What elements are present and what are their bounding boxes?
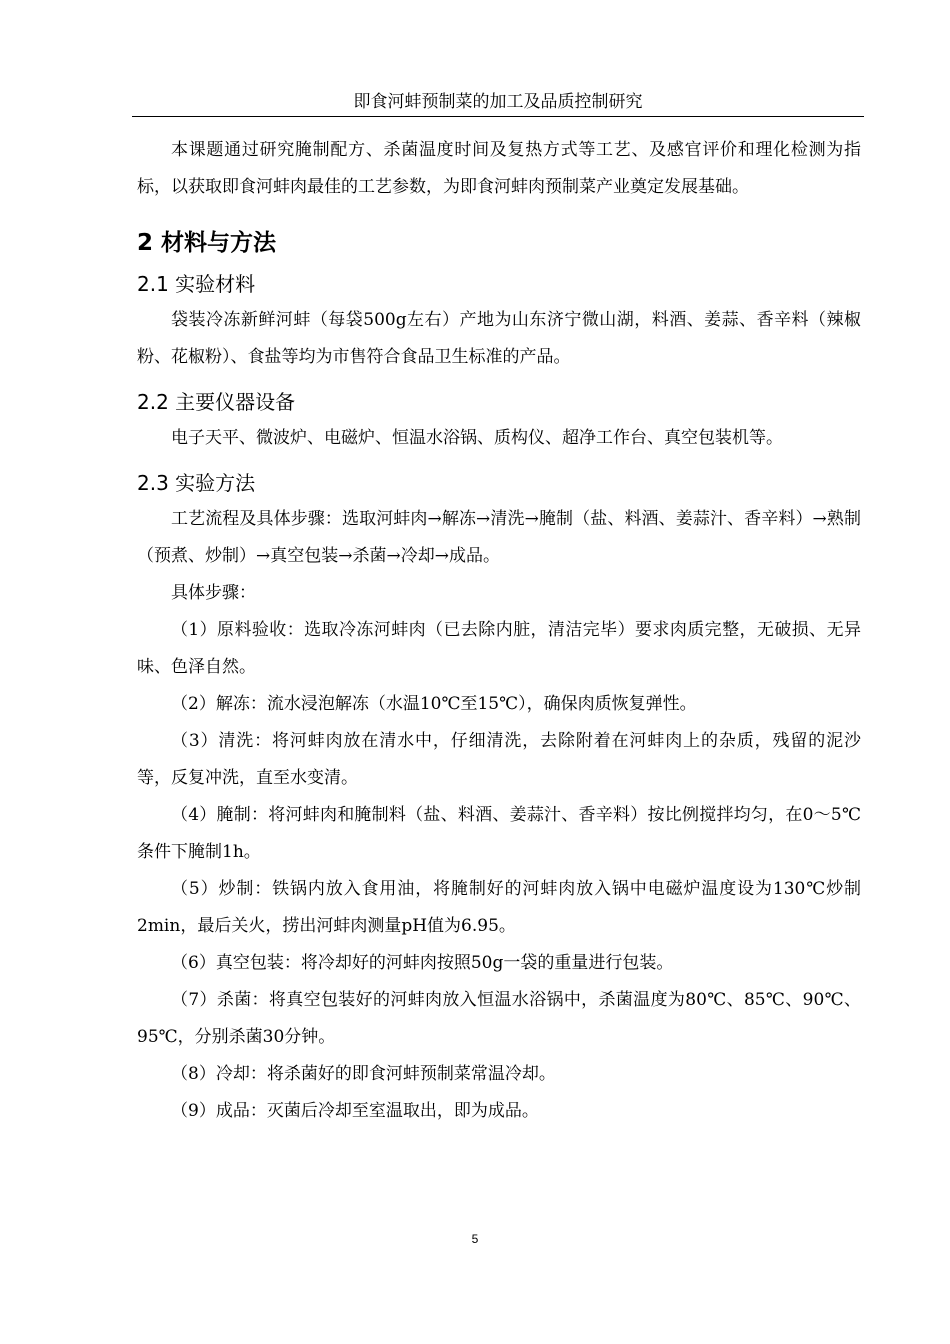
step-item: （3）清洗：将河蚌肉放在清水中，仔细清洗，去除附着在河蚌肉上的杂质，残留的泥沙等，反复冲洗，直至水变清。 xyxy=(137,731,861,788)
page-body xyxy=(137,132,861,1130)
intro-paragraph: 本课题通过研究腌制配方、杀菌温度时间及复热方式等工艺、及感官评价和理化检测为指标，以获取即食河蚌肉最佳的工艺参数，为即食河蚌肉预制菜产业奠定发展基础。 xyxy=(137,140,861,197)
subsection-heading-equipment: 2.2 主要仪器设备 xyxy=(137,390,296,414)
equipment-paragraph: 电子天平、微波炉、电磁炉、恒温水浴锅、质构仪、超净工作台、真空包装机等。 xyxy=(171,428,783,448)
process-flow-paragraph: 工艺流程及具体步骤：选取河蚌肉→解冻→清洗→腌制（盐、料酒、姜蒜汁、香辛料）→熟制（预煮、炒制）→真空包装→杀菌→冷却→成品。 xyxy=(137,509,861,566)
step-item: （1）原料验收：选取冷冻河蚌肉（已去除内脏，清洁完毕）要求肉质完整，无破损、无异味、色泽自然。 xyxy=(137,620,861,677)
running-header: 即食河蚌预制菜的加工及品质控制研究 xyxy=(132,88,864,117)
materials-paragraph: 袋装冷冻新鲜河蚌（每袋500g左右）产地为山东济宁微山湖，料酒、姜蒜、香辛料（辣椒粉、花椒粉）、食盐等均为市售符合食品卫生标准的产品。 xyxy=(137,310,861,367)
subsection-heading-materials: 2.1 实验材料 xyxy=(137,272,256,296)
step-item: （5）炒制：铁锅内放入食用油，将腌制好的河蚌肉放入锅中电磁炉温度设为130℃炒制2min，最后关火，捞出河蚌肉测量pH值为6.95。 xyxy=(137,879,861,936)
step-item: （8）冷却：将杀菌好的即食河蚌预制菜常温冷却。 xyxy=(171,1064,556,1084)
subsection-heading-methods: 2.3 实验方法 xyxy=(137,471,256,495)
page-number: 5 xyxy=(471,1232,479,1246)
step-item: （9）成品：灭菌后冷却至室温取出，即为成品。 xyxy=(171,1101,539,1121)
step-item: （2）解冻：流水浸泡解冻（水温10℃至15℃），确保肉质恢复弹性。 xyxy=(171,694,697,714)
steps-intro: 具体步骤： xyxy=(171,583,256,603)
step-item: （7）杀菌：将真空包装好的河蚌肉放入恒温水浴锅中，杀菌温度为80℃、85℃、90℃、95℃，分别杀菌30分钟。 xyxy=(137,990,861,1047)
step-item: （4）腌制：将河蚌肉和腌制料（盐、料酒、姜蒜汁、香辛料）按比例搅拌均匀，在0～5℃条件下腌制1h。 xyxy=(137,805,861,862)
step-item: （6）真空包装：将冷却好的河蚌肉按照50g一袋的重量进行包装。 xyxy=(171,953,674,973)
section-heading-materials-methods: 2 材料与方法 xyxy=(137,230,277,256)
